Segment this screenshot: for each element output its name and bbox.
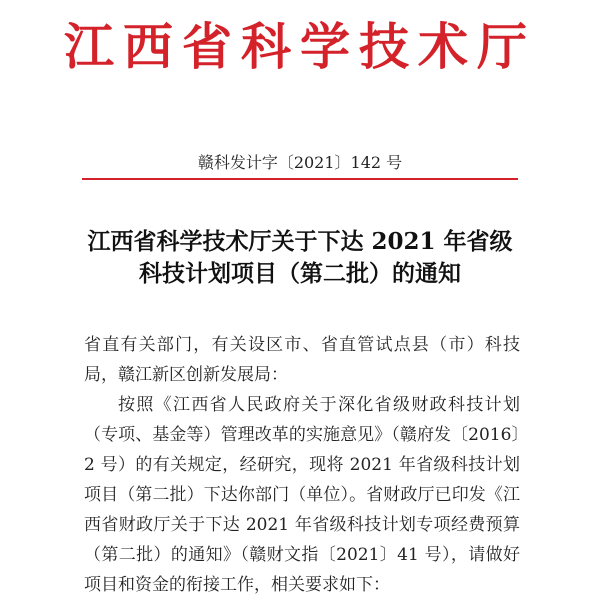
- notice-title-line-2: 科技计划项目（第二批）的通知: [139, 260, 461, 287]
- document-number: 赣科发计字〔2021〕142 号: [197, 153, 403, 172]
- addressee-paragraph: 省直有关部门，有关设区市、省直管试点县（市）科技局，赣江新区创新发展局：: [84, 335, 520, 385]
- red-divider-line: [82, 178, 518, 180]
- notice-body: [84, 330, 520, 600]
- agency-header-title: 江西省科学技术厅: [64, 17, 536, 76]
- notice-title-line-1: 江西省科学技术厅关于下达 2021 年省级: [87, 228, 513, 255]
- notice-title: [0, 226, 600, 290]
- body-paragraph-1: 按照《江西省人民政府关于深化省级财政科技计划（专项、基金等）管理改革的实施意见》（赣府发〔2016〕2 号）的有关规定，经研究，现将 2021 年省级科技计划项目（第二批）下达你部门（单位）。省财政厅已印发《江西省财政厅关于下达 2021 年省级科技计划专项经费预算（第二批）的通知》（赣财文指〔2021〕41 号），请做好项目和资金的衔接工作，相关要求如下：: [84, 395, 520, 595]
